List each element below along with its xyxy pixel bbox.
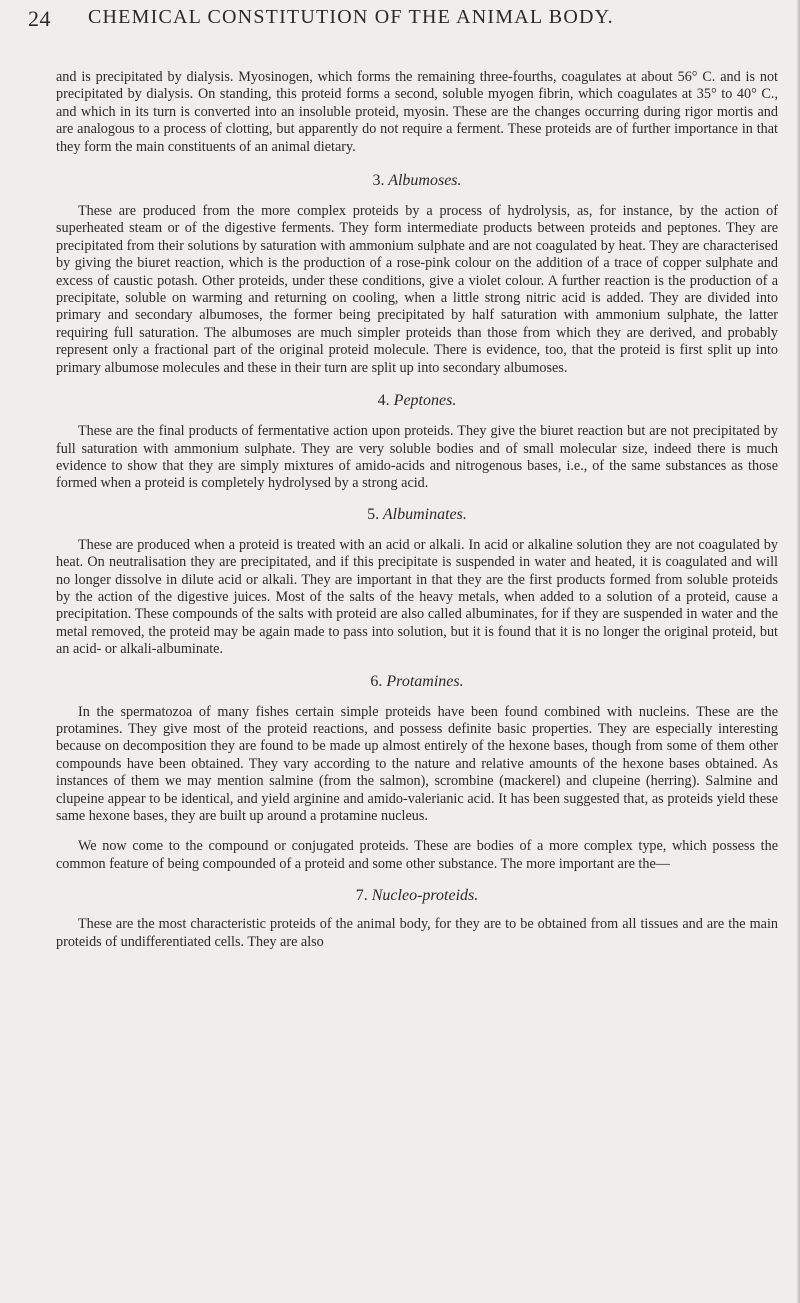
section-number: 7. (355, 887, 368, 905)
section-heading-peptones (56, 391, 778, 411)
section-heading-albumoses (56, 171, 778, 191)
paragraph-albumoses: These are produced from the more complex proteids by a process of hydrolysis, as, for instance, by the action of superheated steam or of the digestive ferments. They form intermediate products between proteids and peptones. They are precipitated from their solutions by saturation with ammonium sulphate and are not coagulated by heat. They are characterised by giving the biuret reaction, which is the production of a rose-pink colour on the addition of a trace of copper sulphate and excess of caustic potash. Other proteids, under these conditions, give a violet colour. A further reaction is the production of a precipitate, soluble on warming and returning on cooling, when a little strong nitric acid is added. They are divided into primary and secondary albumoses, the former being precipitated by half saturation with ammonium sulphate, the latter requiring full saturation. The albumoses are much simpler proteids than those from which they are derived, and probably represent only a fractional part of the original proteid molecule. There is evidence, too, that the proteid is first split up into primary albumose molecules and these in their turn are split up into secondary albumoses. (56, 203, 778, 376)
page-edge-shadow (796, 0, 800, 1303)
page-body (56, 69, 778, 951)
running-title: CHEMICAL CONSTITUTION OF THE ANIMAL BODY. (88, 6, 614, 28)
paragraph-protamines: In the spermatozoa of many fishes certain simple proteids have been found combined with nucleins. These are the protamines. They give most of the proteid reactions, and possess definite basic properties. They are especially interesting because on decomposition they are found to be made up almost entirely of the hexone bases, though from some of them other compounds have been obtained. They vary according to the nature and relative amounts of the hexone bases obtained. As instances of them we may mention salmine (from the salmon), scrombine (mackerel) and clupeine (herring). Salmine and clupeine appear to be identical, and yield arginine and amido-valerianic acid. It has been suggested that, as proteids yield these same hexone bases, they are built up around a protamine nucleus. (56, 703, 778, 824)
section-number: 5. (367, 505, 380, 523)
section-title: Nucleo-proteids. (371, 887, 479, 905)
paragraph-nucleo-proteids: These are the most characteristic proteids of the animal body, for they are to be obtained from all tissues and are the main proteids of undifferentiated cells. They are also (56, 916, 778, 950)
section-heading-albuminates (56, 505, 778, 525)
paragraph-albuminates: These are produced when a proteid is treated with an acid or alkali. In acid or alkaline solution they are not coagulated by heat. On neutralisation they are precipitated, and if this precipitate is suspended in water and heated, it is coagulated and will no longer dissolve in dilute acid or alkali. They are important in that they are the first products formed from soluble proteids by the action of the digestive juices. Most of the salts of the heavy metals, when added to a solution of a proteid, cause a precipitation. These compounds of the salts with proteid are also called albuminates, for if they are suspended in water and the metal removed, the proteid may be again made to pass into solution, but it is found that it is no longer the original proteid, but an acid- or alkali-albuminate. (56, 536, 778, 658)
section-title: Peptones. (393, 392, 457, 410)
section-heading-nucleo-proteids (56, 886, 778, 906)
section-number: 4. (377, 392, 390, 410)
section-title: Albuminates. (382, 505, 467, 523)
section-number: 6. (370, 672, 383, 690)
paragraph-conjugated-proteids: We now come to the compound or conjugated proteids. These are bodies of a more complex type, which possess the common feature of being compounded of a proteid and some other substance. The more important are the— (56, 838, 778, 872)
paragraph-peptones: These are the final products of fermentative action upon proteids. They give the biuret reaction but are not precipitated by full saturation with ammonium sulphate. They are very soluble bodies and of small molecular size, indeed there is much evidence to show that they are simply mixtures of amido-acids and nitrogenous bases, i.e., of the same substances as those formed when a proteid is completely hydrolysed by a strong acid. (56, 423, 778, 492)
section-title: Albumoses. (388, 172, 462, 190)
section-title: Protamines. (386, 672, 464, 690)
paragraph-continued: and is precipitated by dialysis. Myosinogen, which forms the remaining three-fourths, coagulates at about 56° C. and is not precipitated by dialysis. On standing, this proteid forms a second, soluble myogen fibrin, which coagulates at 35° to 40° C., and which in its turn is converted into an insoluble proteid, myosin. These are the changes occurring during rigor mortis and are analogous to a process of clotting, but apparently do not require a ferment. These proteids are of further importance in that they form the main constituents of an animal dietary. (56, 69, 778, 155)
section-number: 3. (372, 172, 385, 190)
page-number: 24 (28, 6, 51, 31)
section-heading-protamines (56, 672, 778, 692)
